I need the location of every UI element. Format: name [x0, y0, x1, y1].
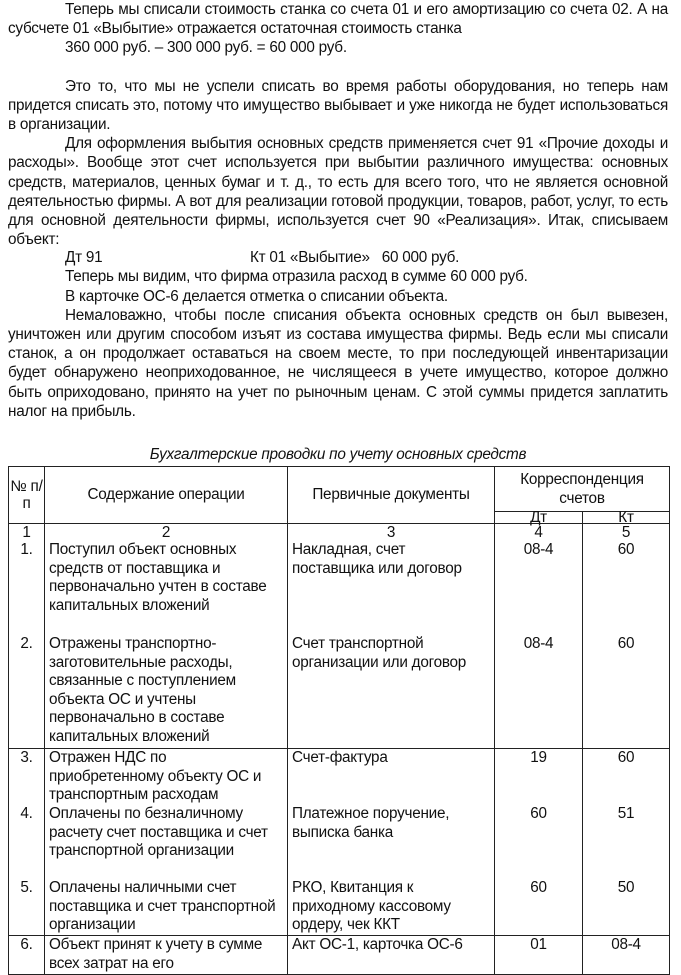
paragraph-expense: Теперь мы видим, что фирма отразила расход в сумме 60 000 руб. — [65, 268, 528, 286]
row-docs: РКО, Квитанция к приходному кассовому ордеру, чек ККТ — [288, 879, 495, 936]
row-num: 2. — [9, 635, 45, 749]
calculation-line: 360 000 руб. – 300 000 руб. = 60 000 руб. — [65, 39, 347, 57]
row-content: Объект принят к учету в сумме всех затрат на его — [45, 936, 288, 975]
row-credit: 60 — [583, 635, 670, 749]
paragraph-card: В карточке ОС-6 делается отметка о списании объекта. — [65, 287, 448, 305]
header-correspondence: Корреспонденция счетов — [495, 467, 670, 512]
table-row — [9, 879, 670, 936]
row-debit: 08-4 — [495, 541, 583, 635]
row-credit: 50 — [583, 879, 670, 936]
header-content: Содержание операции — [45, 467, 288, 524]
col-number: 5 — [583, 524, 670, 542]
accounting-entries-table — [8, 466, 670, 975]
row-docs: Накладная, счет поставщика или договор — [288, 541, 495, 635]
row-num: 6. — [9, 936, 45, 975]
header-docs: Первичные документы — [288, 467, 495, 524]
row-debit: 08-4 — [495, 635, 583, 749]
table-row — [9, 936, 670, 975]
header-credit: Кт — [583, 512, 670, 524]
row-docs: Акт ОС-1, карточка ОС-6 — [288, 936, 495, 975]
row-num: 3. — [9, 749, 45, 806]
table-row — [9, 635, 670, 749]
document-page — [8, 0, 668, 464]
table-row — [9, 749, 670, 806]
row-content: Поступил объект основных средств от поставщика и первоначально учтен в составе капитальных вложений — [45, 541, 288, 635]
row-num: 4. — [9, 805, 45, 879]
table-header-row — [9, 467, 670, 512]
row-credit: 51 — [583, 805, 670, 879]
col-number: 3 — [288, 524, 495, 542]
row-content: Отражены транспортно-заготовительные расходы, связанные с поступлением объекта ОС и учтены первоначально в составе капитальных вложений — [45, 635, 288, 749]
row-num: 5. — [9, 879, 45, 936]
entry-debit: Дт 91 — [65, 249, 103, 267]
row-num: 1. — [9, 541, 45, 635]
paragraph-account-91: Для оформления выбытия основных средств применяется счет 91 «Прочие доходы и расходы». Вообще этот счет используется при выбытии различного имущества: основных средств, материалов, ценных бумаг и т. д., то есть для всего того, что не является основной деятельностью фирмы. А вот для реализации готовой продукции, товаров, работ, услуг, то есть для основной деятельности фирмы, используется счет 90 «Реализация». Итак, списываем объект: — [8, 135, 668, 249]
row-content: Оплачены по безналичному расчету счет поставщика и счет транспортной организации — [45, 805, 288, 879]
col-number: 4 — [495, 524, 583, 542]
row-credit: 60 — [583, 749, 670, 806]
header-num: № п/ п — [9, 467, 45, 524]
row-credit: 08-4 — [583, 936, 670, 975]
entry-credit: Кт 01 «Выбытие» 60 000 руб. — [250, 249, 460, 267]
row-docs: Счет транспортной организации или договор — [288, 635, 495, 749]
header-debit: Дт — [495, 512, 583, 524]
row-content: Отражен НДС по приобретенному объекту ОС и транспортным расходам — [45, 749, 288, 806]
journal-entry — [8, 249, 668, 267]
column-number-row — [9, 524, 670, 542]
table-row — [9, 541, 670, 635]
row-docs: Платежное поручение, выписка банка — [288, 805, 495, 879]
row-debit: 60 — [495, 879, 583, 936]
paragraph-writeoff: Теперь мы списали стоимость станка со счета 01 и его амортизацию со счета 02. А на субсчете 01 «Выбытие» отражается остаточная стоимость станка — [8, 1, 668, 38]
col-number: 1 — [9, 524, 45, 542]
paragraph-residual: Это то, что мы не успели списать во время работы оборудования, но теперь нам придется списать это, потому что имущество выбывает и уже никогда не будет использоваться в организации. — [8, 77, 668, 134]
table-row — [9, 805, 670, 879]
row-docs: Счет-фактура — [288, 749, 495, 806]
row-debit: 60 — [495, 805, 583, 879]
row-credit: 60 — [583, 541, 670, 635]
row-debit: 01 — [495, 936, 583, 975]
row-debit: 19 — [495, 749, 583, 806]
table-caption: Бухгалтерские проводки по учету основных средств — [149, 446, 527, 464]
paragraph-disposal: Немаловажно, чтобы после списания объекта основных средств он был вывезен, уничтожен или другим способом изъят из состава имущества фирмы. Ведь если мы списали станок, а он продолжает оставаться на своем месте, то при последующей инвентаризации будет обнаружено неоприходованное, не числящееся в учете имущество, которое должно быть оприходовано, принято на учет по рыночным ценам. С этой суммы придется заплатить налог на прибыль. — [8, 306, 668, 420]
col-number: 2 — [45, 524, 288, 542]
row-content: Оплачены наличными счет поставщика и счет транспортной организации — [45, 879, 288, 936]
